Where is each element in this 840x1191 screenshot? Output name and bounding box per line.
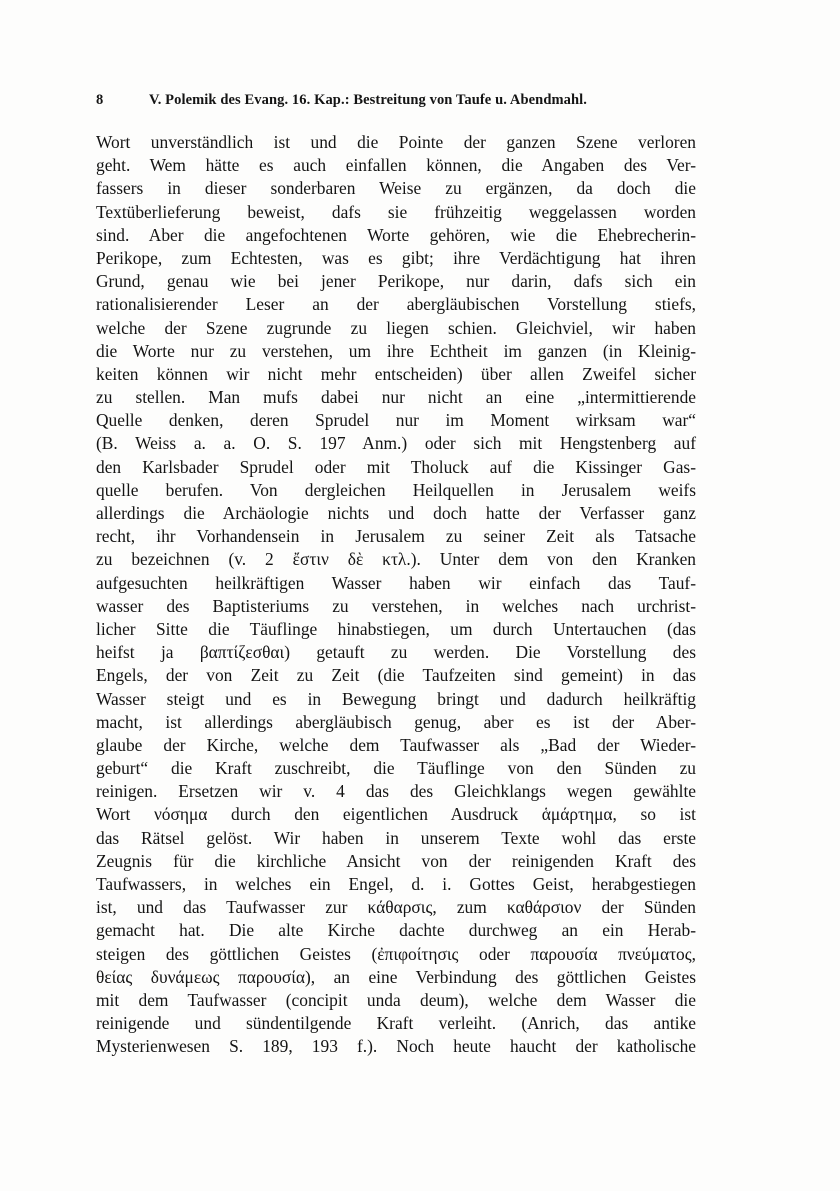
text-line: Mysterienwesen S. 189, 193 f.). Noch heute haucht der katholische — [96, 1036, 696, 1057]
text-line: keiten können wir nicht mehr entscheiden) über allen Zweifel sicher — [96, 363, 696, 384]
text-line: den Karlsbader Sprudel oder mit Tholuck auf die Kissinger Gas- — [96, 456, 696, 477]
text-line: zu stellen. Man mufs dabei nur nicht an eine „intermittierende — [96, 387, 696, 408]
text-line: zu bezeichnen (v. 2 ἔστιν δὲ κτλ.). Unter dem von den Kranken — [96, 549, 696, 570]
text-line: gemacht hat. Die alte Kirche dachte durchweg an ein Herab- — [96, 920, 696, 941]
text-line: allerdings die Archäologie nichts und doch hatte der Verfasser ganz — [96, 503, 696, 523]
text-line: Quelle denken, deren Sprudel nur im Moment wirksam war“ — [96, 410, 696, 431]
text-line: recht, ihr Vorhandensein in Jerusalem zu seiner Zeit als Tatsache — [96, 526, 696, 547]
text-line: aufgesuchten heilkräftigen Wasser haben wir einfach das Tauf- — [96, 572, 696, 593]
text-line: θείας δυνάμεως παρουσία), an eine Verbindung des göttlichen Geistes — [96, 966, 696, 987]
text-line: Taufwassers, in welches ein Engel, d. i. Gottes Geist, herabgestiegen — [96, 874, 696, 894]
text-line: Wasser steigt und es in Bewegung bringt und dadurch heilkräftig — [96, 688, 696, 709]
text-line: fassers in dieser sonderbaren Weise zu ergänzen, da doch die — [96, 178, 696, 199]
text-line: geht. Wem hätte es auch einfallen können, die Angaben des Ver- — [96, 155, 696, 176]
running-title: V. Polemik des Evang. 16. Kap.: Bestreitung von Taufe u. Abendmahl. — [149, 92, 588, 108]
text-line: wasser des Baptisteriums zu verstehen, in welches nach urchrist- — [96, 595, 696, 616]
text-line: welche der Szene zugrunde zu liegen schien. Gleichviel, wir haben — [96, 317, 696, 338]
text-line: die Worte nur zu verstehen, um ihre Echtheit im ganzen (in Kleinig- — [96, 340, 696, 361]
text-line: steigen des göttlichen Geistes (ἐπιφοίτησις oder παρουσία πνεύματος, — [96, 943, 696, 964]
text-line: Wort unverständlich ist und die Pointe der ganzen Szene verloren — [96, 132, 696, 152]
text-line: quelle berufen. Von dergleichen Heilquellen in Jerusalem weifs — [96, 479, 696, 500]
text-line: geburt“ die Kraft zuschreibt, die Täuflinge von den Sünden zu — [96, 758, 696, 779]
body-text — [96, 131, 696, 1059]
text-line: glaube der Kirche, welche dem Taufwasser als „Bad der Wieder- — [96, 734, 696, 755]
text-line: reinigende und sündentilgende Kraft verleiht. (Anrich, das antike — [96, 1013, 696, 1034]
text-line: Wort νόσημα durch den eigentlichen Ausdruck ἁμάρτημα, so ist — [96, 804, 696, 825]
text-line: reinigen. Ersetzen wir v. 4 das des Gleichklangs wegen gewählte — [96, 781, 696, 802]
text-line: Zeugnis für die kirchliche Ansicht von der reinigenden Kraft des — [96, 850, 696, 871]
text-line: (B. Weiss a. a. O. S. 197 Anm.) oder sich mit Hengstenberg auf — [96, 433, 696, 454]
text-line: Grund, genau wie bei jener Perikope, nur darin, dafs sich ein — [96, 271, 696, 292]
page-header — [96, 92, 708, 114]
text-line: Textüberlieferung beweist, dafs sie frühzeitig weggelassen worden — [96, 201, 696, 222]
text-line: sind. Aber die angefochtenen Worte gehören, wie die Ehebrecherin- — [96, 224, 696, 245]
text-line: heifst ja βαπτίζεσθαι) getauft zu werden. Die Vorstellung des — [96, 642, 696, 663]
page-number: 8 — [96, 92, 104, 108]
text-line: Engels, der von Zeit zu Zeit (die Taufzeiten sind gemeint) in das — [96, 665, 696, 686]
text-line: ist, und das Taufwasser zur κάθαρσις, zum καθάρσιον der Sünden — [96, 897, 696, 918]
text-line: mit dem Taufwasser (concipit unda deum), welche dem Wasser die — [96, 989, 696, 1010]
text-line: licher Sitte die Täuflinge hinabstiegen, um durch Untertauchen (das — [96, 618, 696, 639]
text-line: das Rätsel gelöst. Wir haben in unserem Texte wohl das erste — [96, 827, 696, 848]
text-line: macht, ist allerdings abergläubisch genug, aber es ist der Aber- — [96, 711, 696, 732]
text-line: Perikope, zum Echtesten, was es gibt; ihre Verdächtigung hat ihren — [96, 247, 696, 268]
text-line: rationalisierender Leser an der abergläubischen Vorstellung stiefs, — [96, 294, 696, 315]
